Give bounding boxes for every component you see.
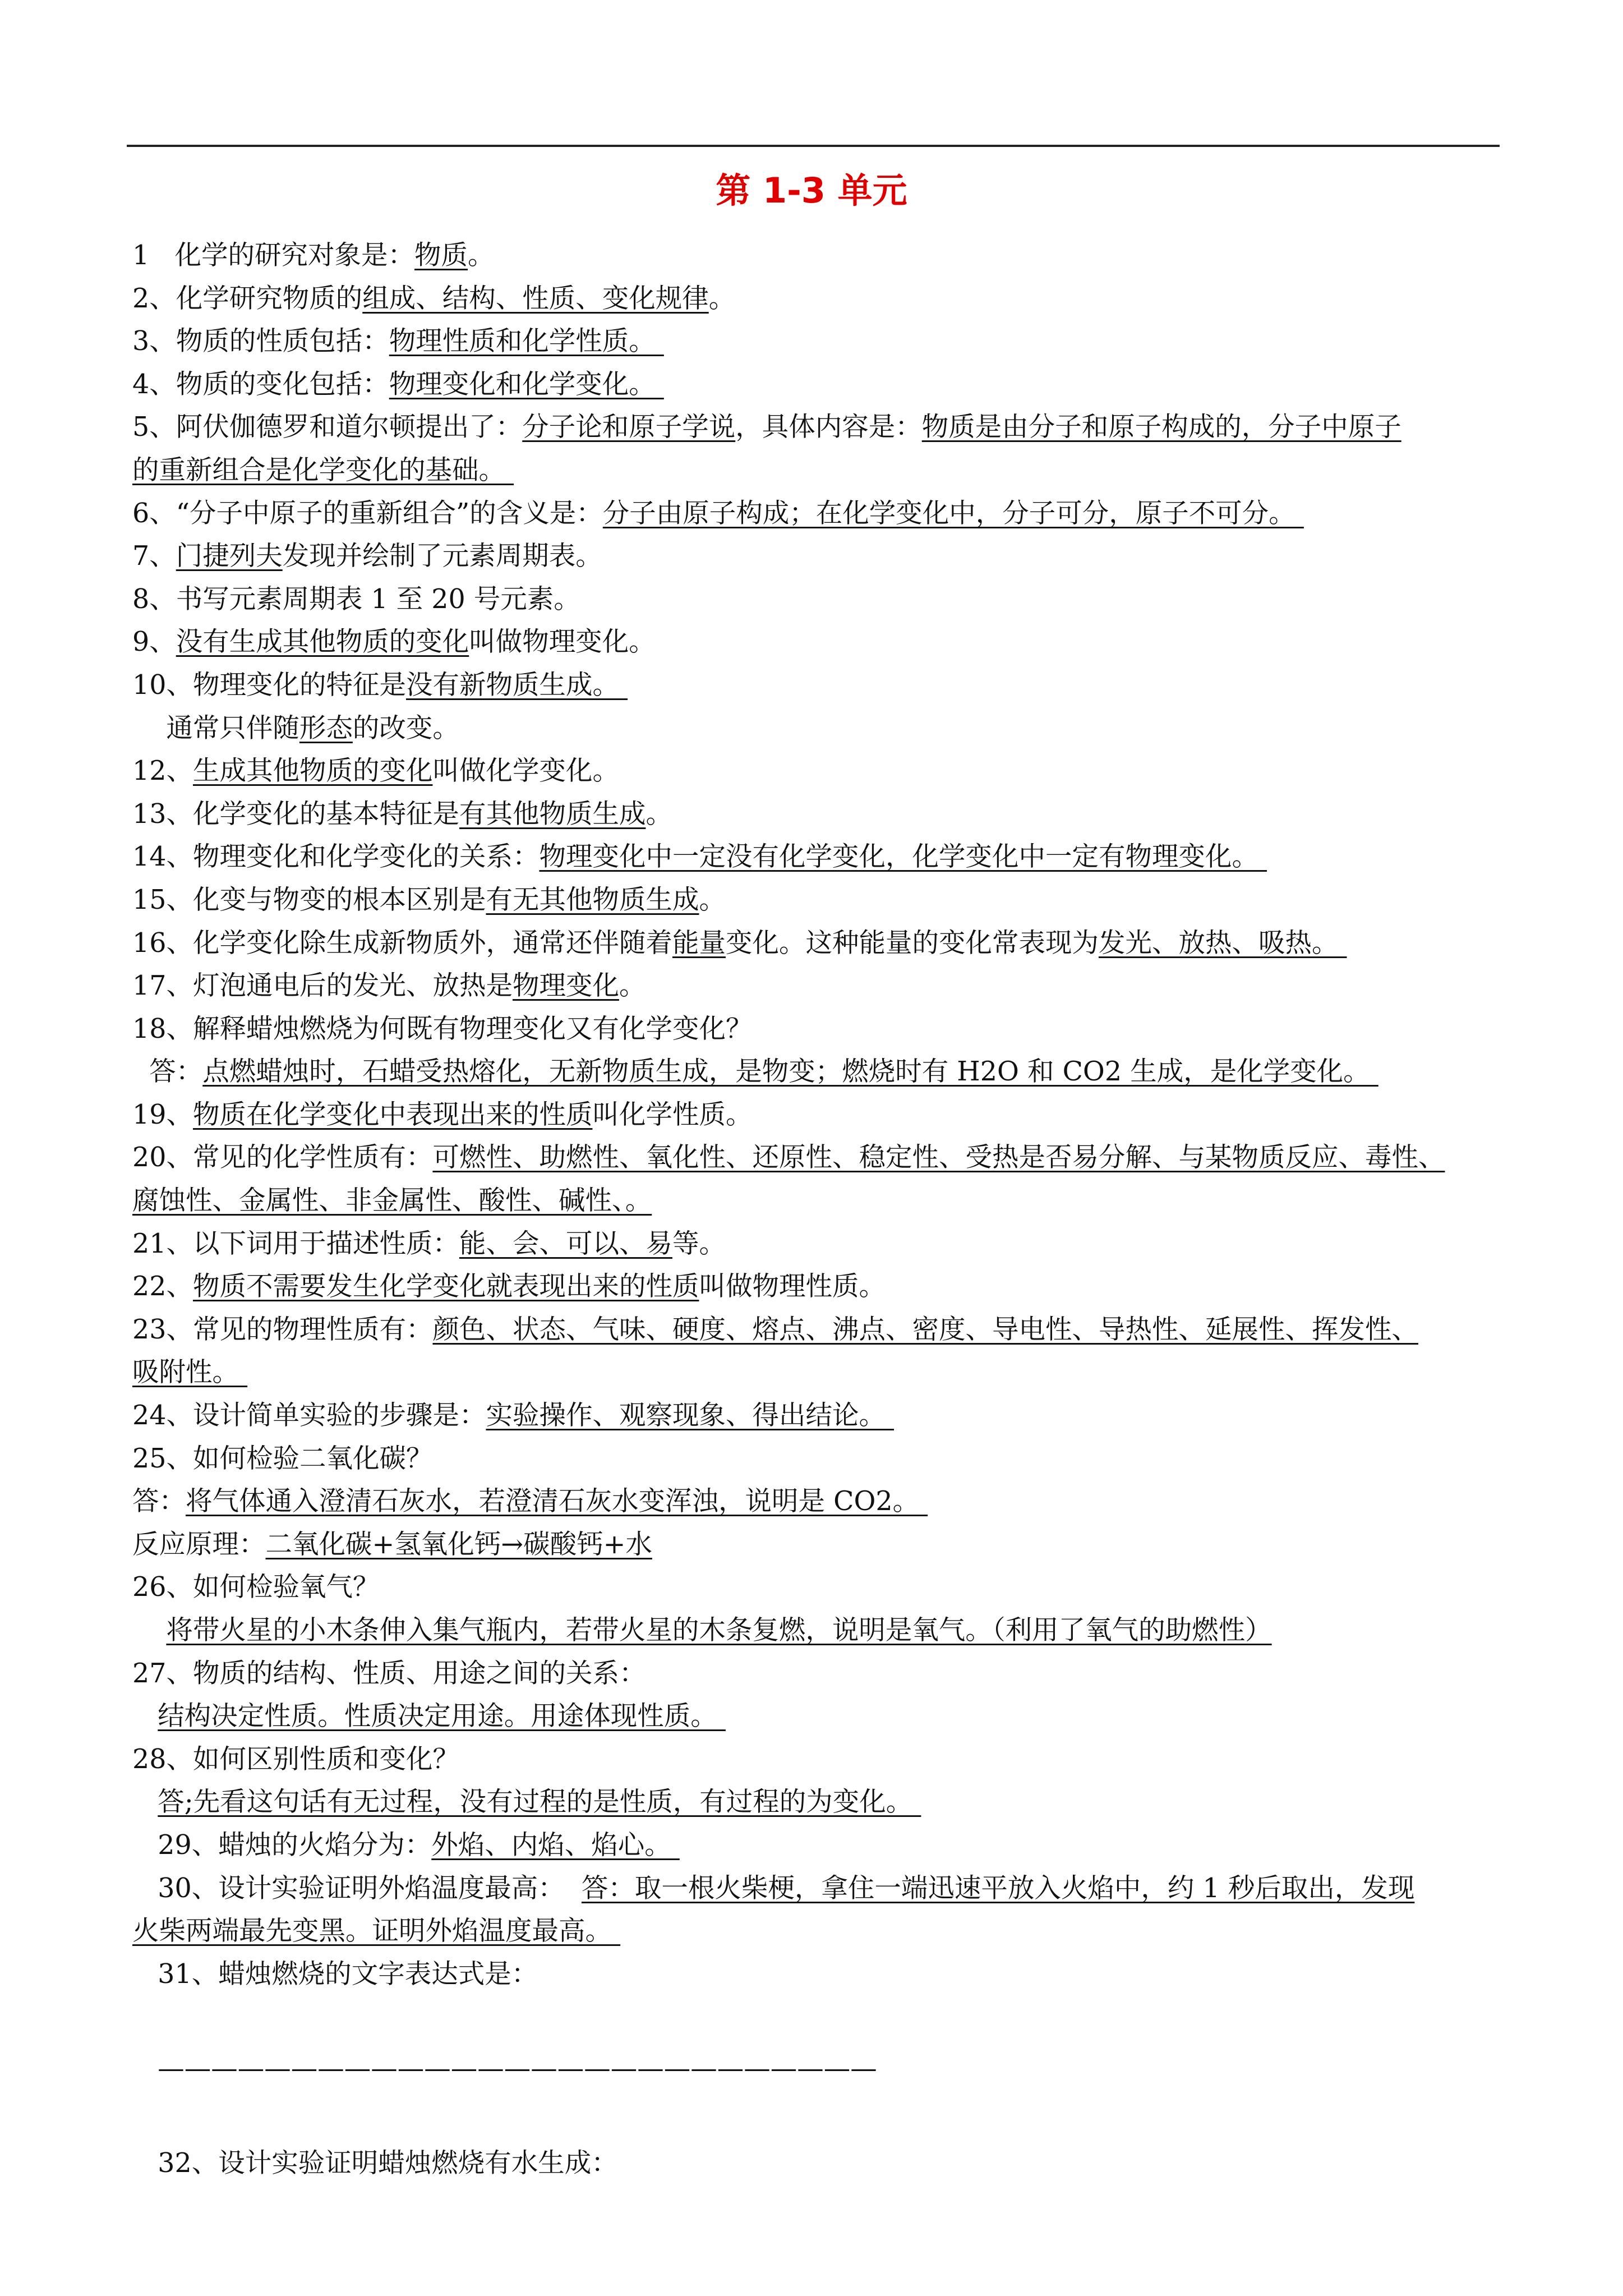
underlined-answer: 发光、放热、吸热。 <box>1098 927 1347 959</box>
underlined-answer: 物理变化中一定没有化学变化，化学变化中一定有物理变化。 <box>539 841 1267 873</box>
line-text: 。 <box>708 283 736 314</box>
text-line <box>132 1266 1501 1309</box>
line-text: 等。 <box>672 1228 726 1259</box>
line-text: 26、如何检验氧气？ <box>132 1572 380 1603</box>
line-text: 。 <box>468 240 495 271</box>
line-text: 21、以下词用于描述性质： <box>132 1228 459 1259</box>
line-text: 18、解释蜡烛燃烧为何既有物理变化又有化学变化？ <box>132 1013 753 1045</box>
underlined-answer: 腐蚀性、金属性、非金属性、酸性、碱性、。 <box>132 1185 652 1217</box>
line-text: 14、物理变化和化学变化的关系： <box>132 841 540 873</box>
text-line <box>132 1910 1501 1953</box>
line-text: 发现并绘制了元素周期表。 <box>282 541 602 572</box>
text-line <box>132 1480 1501 1524</box>
text-line <box>132 1695 1501 1738</box>
underlined-answer: 没有新物质生成。 <box>405 669 628 701</box>
underlined-answer: 生成其他物质的变化 <box>192 756 433 787</box>
text-line <box>132 750 1501 793</box>
text-line <box>132 2047 1501 2091</box>
line-text: 25、如何检验二氧化碳？ <box>132 1443 433 1474</box>
underlined-answer: 吸附性。 <box>132 1357 248 1388</box>
text-line <box>132 535 1501 578</box>
line-text: 2、化学研究物质的 <box>132 283 363 314</box>
text-line <box>132 621 1501 664</box>
text-line <box>132 1008 1501 1051</box>
underlined-answer: 物理性质和化学性质。 <box>389 326 664 357</box>
text-line <box>132 1609 1501 1653</box>
text-line <box>132 578 1501 622</box>
text-line <box>132 278 1501 321</box>
underlined-answer: 物质是由分子和原子构成的，分子中原子 <box>921 412 1401 443</box>
text-line <box>132 493 1501 536</box>
underlined-answer: 没有生成其他物质的变化 <box>176 627 469 658</box>
text-line <box>132 1180 1501 1223</box>
document-body <box>132 234 1501 2185</box>
line-text <box>132 1787 158 1818</box>
underlined-answer: 外焰、内焰、焰心。 <box>431 1829 680 1861</box>
underlined-answer: 将带火星的小木条伸入集气瓶内，若带火星的木条复燃，说明是氧气。（利用了氧气的助燃性） <box>166 1615 1272 1646</box>
text-line <box>132 2142 1501 2185</box>
text-line <box>132 406 1501 449</box>
text-line <box>132 1351 1501 1395</box>
blank-gap <box>132 2091 1501 2142</box>
line-text: 12、 <box>132 756 193 787</box>
underlined-answer: 能、会、可以、易 <box>459 1228 672 1259</box>
line-text: 3、物质的性质包括： <box>132 326 389 357</box>
text-line <box>132 1395 1501 1438</box>
line-text: 6、“分子中原子的重新组合”的含义是： <box>132 498 603 529</box>
text-line <box>132 1867 1501 1911</box>
underlined-answer: 分子论和原子学说 <box>522 412 736 443</box>
line-text: 28、如何区别性质和变化？ <box>132 1743 459 1775</box>
underlined-answer: 形态 <box>299 712 353 744</box>
line-text: 17、灯泡通电后的发光、放热是 <box>132 970 513 1002</box>
underlined-answer: 答;先看这句话有无过程，没有过程的是性质，有过程的为变化。 <box>158 1787 921 1818</box>
line-text: 20、常见的化学性质有： <box>132 1142 433 1174</box>
line-text: 叫做物理性质。 <box>699 1271 886 1303</box>
line-text: 答： <box>132 1056 203 1088</box>
text-line <box>132 320 1501 364</box>
text-line <box>132 664 1501 707</box>
underlined-answer: 答：取一根火柴梗，拿住一端迅速平放入火焰中，约 1 秒后取出，发现 <box>581 1872 1415 1904</box>
line-text: 10、物理变化的特征是 <box>132 669 406 701</box>
line-text: 15、化变与物变的根本区别是 <box>132 884 486 915</box>
line-text: ——————————————————————————— <box>132 2053 877 2085</box>
line-text: 。 <box>645 798 672 830</box>
page-title: 第 1-3 单元 <box>716 170 907 211</box>
line-text: 。 <box>699 884 726 915</box>
line-text: 7、 <box>132 541 176 572</box>
line-text: 叫做物理变化。 <box>469 627 656 658</box>
underlined-answer: 能量 <box>672 927 726 959</box>
line-text: 1 化学的研究对象是： <box>132 240 415 271</box>
underlined-answer: 物质在化学变化中表现出来的性质 <box>192 1099 593 1130</box>
line-text: 23、常见的物理性质有： <box>132 1314 433 1345</box>
underlined-answer: 物理变化 <box>512 970 619 1002</box>
underlined-answer: 实验操作、观察现象、得出结论。 <box>486 1400 895 1432</box>
text-line <box>132 1051 1501 1094</box>
text-line <box>132 234 1501 278</box>
underlined-answer: 物理变化和化学变化。 <box>389 369 664 400</box>
text-line <box>132 965 1501 1008</box>
text-line <box>132 449 1501 493</box>
line-text: 。 <box>619 970 646 1002</box>
line-text: 19、 <box>132 1099 193 1130</box>
header-rule <box>127 145 1500 147</box>
text-line <box>132 1137 1501 1180</box>
underlined-answer: 颜色、状态、气味、硬度、熔点、沸点、密度、导电性、导热性、延展性、挥发性、 <box>432 1314 1418 1345</box>
underlined-answer: 有无其他物质生成 <box>486 884 699 915</box>
line-text <box>132 1701 158 1732</box>
underlined-answer: 将气体通入澄清石灰水，若澄清石灰水变浑浊，说明是 CO2。 <box>186 1486 928 1517</box>
text-line <box>132 1738 1501 1782</box>
text-line <box>132 1094 1501 1137</box>
underlined-answer: 有其他物质生成 <box>459 798 646 830</box>
line-text: 4、物质的变化包括： <box>132 369 389 400</box>
underlined-answer: 可燃性、助燃性、氧化性、还原性、稳定性、受热是否易分解、与某物质反应、毒性、 <box>432 1142 1445 1174</box>
line-text: 30、设计实验证明外焰温度最高： <box>132 1872 582 1904</box>
line-text: 变化。这种能量的变化常表现为 <box>725 927 1099 959</box>
line-text: 答： <box>132 1486 186 1517</box>
line-text: 叫做化学变化。 <box>432 756 619 787</box>
line-text: 8、书写元素周期表 1 至 20 号元素。 <box>132 583 580 615</box>
text-line <box>132 836 1501 879</box>
text-line <box>132 1781 1501 1824</box>
line-text: 16、化学变化除生成新物质外，通常还伴随着 <box>132 927 672 959</box>
text-line <box>132 1566 1501 1609</box>
underlined-answer: 二氧化碳+氢氧化钙→碳酸钙+水 <box>265 1529 652 1560</box>
text-line <box>132 1438 1501 1481</box>
line-text: 22、 <box>132 1271 193 1303</box>
underlined-answer: 火柴两端最先变黑。证明外焰温度最高。 <box>132 1916 621 1947</box>
text-line <box>132 707 1501 751</box>
underlined-answer: 物质不需要发生化学变化就表现出来的性质 <box>192 1271 699 1303</box>
line-text: 32、设计实验证明蜡烛燃烧有水生成： <box>132 2147 618 2179</box>
text-line <box>132 922 1501 965</box>
blank-gap <box>132 1996 1501 2047</box>
underlined-answer: 点燃蜡烛时，石蜡受热熔化，无新物质生成，是物变；燃烧时有 H2O 和 CO2 生成，是化学变化。 <box>202 1056 1378 1088</box>
line-text: ，具体内容是： <box>735 412 922 443</box>
underlined-answer: 分子由原子构成；在化学变化中，分子可分，原子不可分。 <box>602 498 1304 529</box>
line-text: 13、化学变化的基本特征是 <box>132 798 459 830</box>
text-line <box>132 1309 1501 1352</box>
underlined-answer: 组成、结构、性质、变化规律 <box>362 283 709 314</box>
line-text: 5、阿伏伽德罗和道尔顿提出了： <box>132 412 523 443</box>
line-text: 27、物质的结构、性质、用途之间的关系： <box>132 1658 646 1689</box>
line-text: 通常只伴随 <box>132 712 299 744</box>
line-text: 反应原理： <box>132 1529 266 1560</box>
text-line <box>132 879 1501 922</box>
line-text: 24、设计简单实验的步骤是： <box>132 1400 486 1432</box>
text-line <box>132 364 1501 407</box>
text-line <box>132 1223 1501 1266</box>
line-text: 的改变。 <box>352 712 459 744</box>
text-line <box>132 1953 1501 1996</box>
text-line <box>132 1824 1501 1867</box>
underlined-answer: 物质 <box>414 240 468 271</box>
underlined-answer: 门捷列夫 <box>176 541 283 572</box>
line-text: 31、蜡烛燃烧的文字表达式是： <box>132 1958 538 1990</box>
underlined-answer: 结构决定性质。性质决定用途。用途体现性质。 <box>158 1701 726 1732</box>
line-text: 9、 <box>132 627 176 658</box>
text-line <box>132 793 1501 836</box>
underlined-answer: 的重新组合是化学变化的基础。 <box>132 454 514 486</box>
line-text: 29、蜡烛的火焰分为： <box>132 1829 432 1861</box>
text-line <box>132 1524 1501 1567</box>
line-text <box>132 1615 166 1646</box>
text-line <box>132 1653 1501 1696</box>
line-text: 叫化学性质。 <box>592 1099 753 1130</box>
